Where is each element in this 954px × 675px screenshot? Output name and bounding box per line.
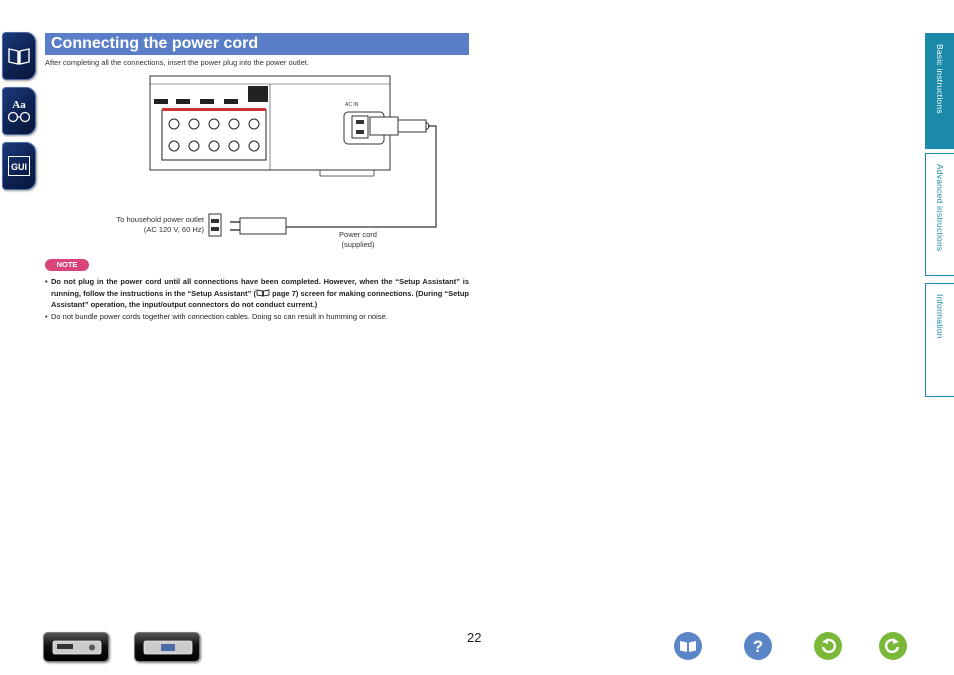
remote-button[interactable] xyxy=(134,632,200,662)
cord-label xyxy=(328,230,388,250)
gui-button[interactable] xyxy=(2,142,36,190)
notes-list xyxy=(45,276,469,322)
front-panel-button[interactable] xyxy=(43,632,109,662)
rear-panel-icon xyxy=(135,633,201,663)
outlet-label-line1: To household power outlet xyxy=(116,215,204,224)
outlet-label-line2: (AC 120 V, 60 Hz) xyxy=(143,225,204,234)
aa-label: Aa xyxy=(12,99,26,111)
outlet-label xyxy=(90,215,204,235)
contents-button[interactable] xyxy=(2,32,36,80)
back-button[interactable] xyxy=(814,632,842,660)
page-number: 22 xyxy=(467,630,482,645)
tab-information[interactable]: Information xyxy=(925,283,954,397)
note-item-1-part2: page 7) screen for making connections. (During “Setup Assistant” operation, the input/output connectors do not conduct current.) xyxy=(51,288,469,309)
intro-text: After completing all the connections, insert the power plug into the power outlet. xyxy=(45,58,309,67)
gui-icon xyxy=(8,156,30,176)
power-cord-diagram xyxy=(90,72,450,257)
note-item-2: • Do not bundle power cords together with connection cables. Doing so can result in humming or noise. xyxy=(45,311,469,323)
contents-nav-button[interactable] xyxy=(674,632,702,660)
question-icon xyxy=(744,632,772,660)
cord-label-line1: Power cord xyxy=(339,230,377,239)
ac-in-label: AC IN xyxy=(345,102,359,108)
book-icon xyxy=(256,289,270,297)
gui-label: GUI xyxy=(10,162,27,172)
aa-icon xyxy=(7,99,31,123)
receiver-rear-panel xyxy=(150,76,390,176)
forward-button[interactable] xyxy=(879,632,907,660)
note-item-1-part1: Do not plug in the power cord until all connections have been completed. However, when the “Setup Assistant” is running, follow the instructions in the “Setup Assistant” ( xyxy=(51,277,469,298)
cord-label-line2: (supplied) xyxy=(341,240,375,249)
page-title: Connecting the power cord xyxy=(45,33,469,55)
back-arrow-icon xyxy=(814,632,842,660)
tab-basic-instructions[interactable]: Basic instructions xyxy=(925,33,954,149)
index-button[interactable] xyxy=(2,87,36,135)
inlet-plug xyxy=(370,117,429,135)
svg-text:?: ? xyxy=(752,637,764,656)
tab-advanced-instructions[interactable]: Advanced instructions xyxy=(925,153,954,276)
forward-arrow-icon xyxy=(879,632,907,660)
note-badge: NOTE xyxy=(45,259,89,271)
book-icon xyxy=(674,632,702,660)
wall-plug xyxy=(209,214,286,236)
help-button[interactable] xyxy=(744,632,772,660)
note-item-1 xyxy=(45,276,469,311)
book-icon xyxy=(7,45,31,67)
front-panel-icon xyxy=(44,633,110,663)
